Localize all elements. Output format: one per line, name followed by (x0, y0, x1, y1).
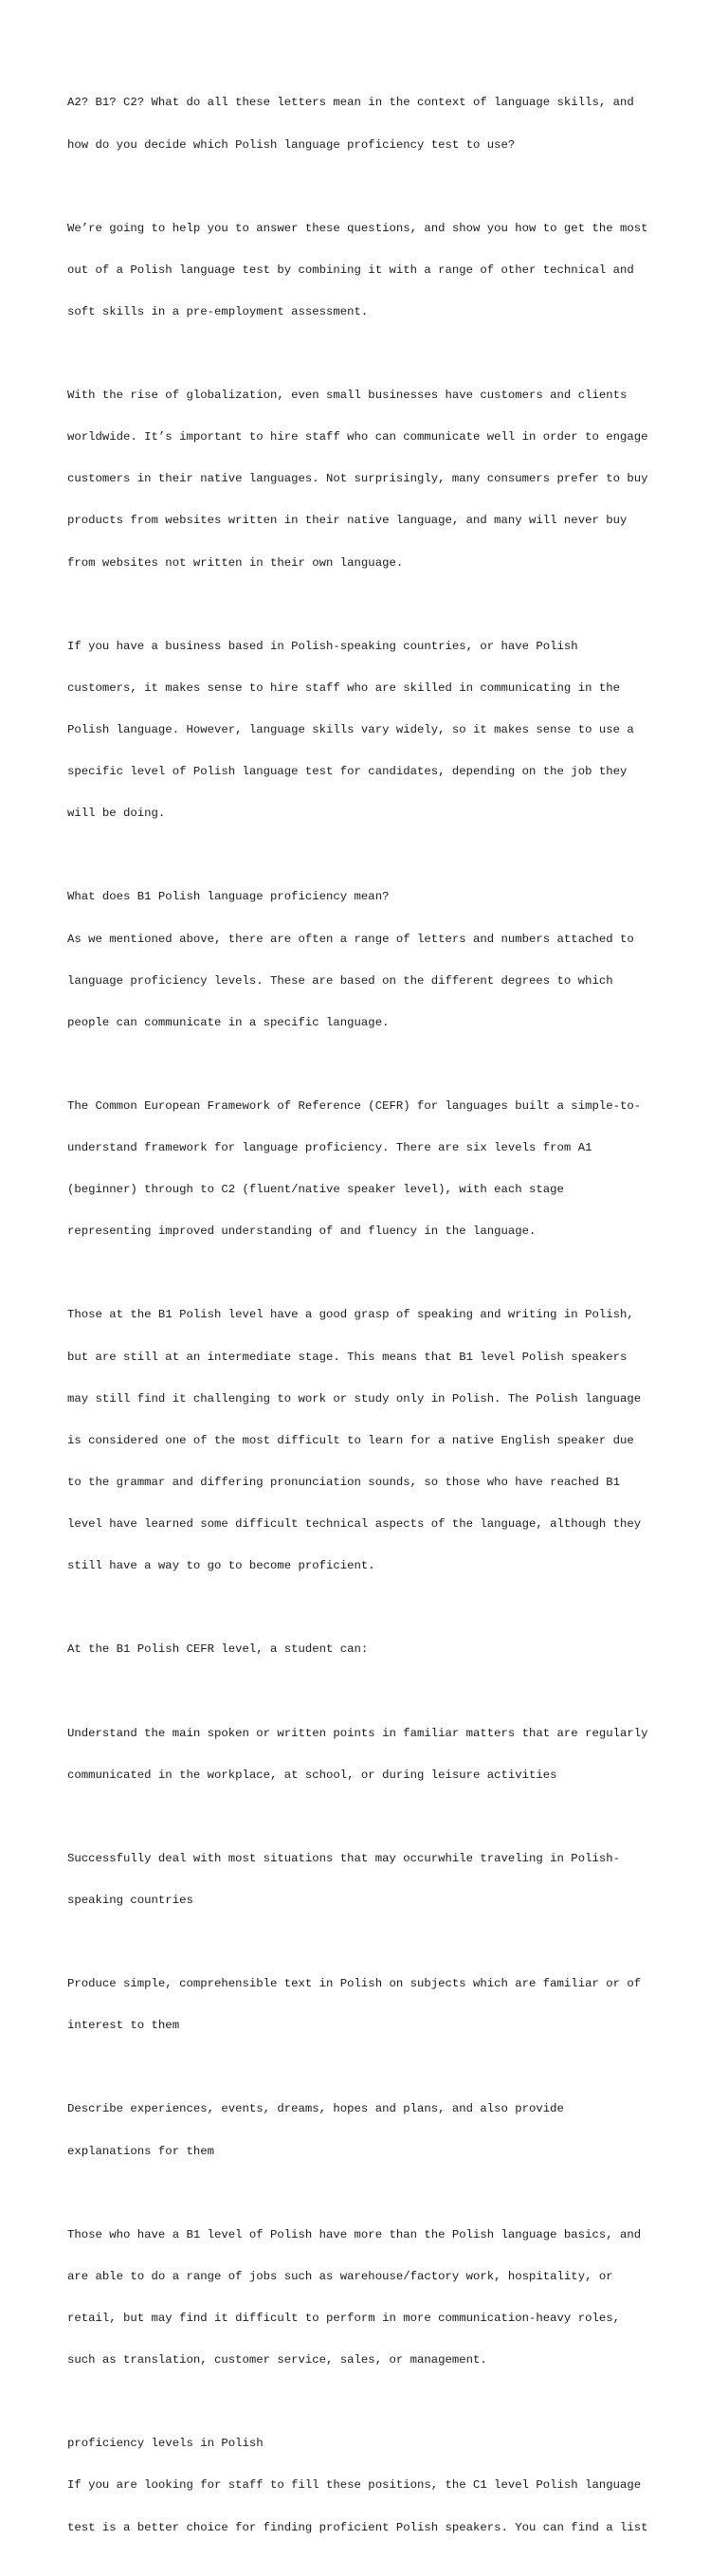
text-line: to the grammar and differing pronunciation sounds, so those who have reached B1 (67, 1475, 620, 1489)
paragraph-polish-business (67, 611, 674, 848)
text-line: Polish language. However, language skills vary widely, so it makes sense to use a (67, 723, 634, 736)
paragraph-proficiency-levels (67, 2409, 674, 2563)
paragraph-intro-question (67, 68, 674, 180)
section-heading: What does B1 Polish language proficiency mean? (67, 890, 390, 904)
text-line: If you have a business based in Polish-speaking countries, or have Polish (67, 639, 578, 653)
paragraph-b1-student-can (67, 1615, 674, 1685)
text-line: test is a better choice for finding proficient Polish speakers. You can find a list (67, 2520, 648, 2534)
text-line: may still find it challenging to work or study only in Polish. The Polish language (67, 1391, 642, 1406)
text-line: people can communicate in a specific language. (67, 1015, 390, 1029)
paragraph-b1-meaning (67, 862, 674, 1058)
text-line: As we mentioned above, there are often a range of letters and numbers attached to (67, 932, 634, 946)
text-line: (beginner) through to C2 (fluent/native speaker level), with each stage (67, 1183, 564, 1197)
paragraph-globalization (67, 361, 674, 598)
text-line: explanations for them (67, 2144, 214, 2158)
text-line: worldwide. It’s important to hire staff who can communicate well in order to engage (67, 430, 648, 444)
document-page (67, 68, 674, 2576)
paragraph-b1-jobs (67, 2200, 674, 2395)
text-line: Describe experiences, events, dreams, hopes and plans, and also provide (67, 2102, 564, 2116)
text-line: We’re going to help you to answer these questions, and show you how to get the most (67, 221, 648, 235)
text-line: representing improved understanding of and fluency in the language. (67, 1225, 537, 1239)
text-line: specific level of Polish language test for candidates, depending on the job they (67, 765, 628, 779)
text-line: out of a Polish language test by combining it with a range of other technical and (67, 263, 634, 277)
text-line: are able to do a range of jobs such as warehouse/factory work, hospitality, or (67, 2269, 613, 2283)
text-line: still have a way to go to become proficient. (67, 1559, 375, 1573)
list-item-produce-text (67, 1950, 674, 2061)
text-line: A2? B1? C2? What do all these letters mean in the context of language skills, and (67, 96, 634, 110)
text-line: from websites not written in their own language. (67, 555, 404, 570)
text-line: but are still at an intermediate stage. This means that B1 level Polish speakers (67, 1350, 628, 1364)
text-line: soft skills in a pre-employment assessment. (67, 304, 369, 318)
list-item-traveling (67, 1823, 674, 1935)
text-line: speaking countries (67, 1893, 193, 1907)
section-heading: proficiency levels in Polish (67, 2437, 264, 2451)
list-item-describe (67, 2075, 674, 2186)
text-line: communicated in the workplace, at school, or during leisure activities (67, 1768, 557, 1782)
text-line: products from websites written in their native language, and many will never buy (67, 514, 628, 528)
text-line: interest to them (67, 2019, 180, 2033)
text-line: Those at the B1 Polish level have a good grasp of speaking and writing in Polish, (67, 1308, 634, 1322)
text-line: language proficiency levels. These are based on the different degrees to which (67, 973, 613, 988)
text-line: customers in their native languages. Not surprisingly, many consumers prefer to buy (67, 472, 648, 486)
text-line: Produce simple, comprehensible text in Polish on subjects which are familiar or of (67, 1977, 642, 1991)
paragraph-b1-level (67, 1280, 674, 1601)
list-item-understand (67, 1698, 674, 1810)
text-line: retail, but may find it difficult to perform in more communication-heavy roles, (67, 2312, 620, 2326)
text-line: Those who have a B1 level of Polish have more than the Polish language basics, and (67, 2227, 642, 2241)
text-line: understand framework for language proficiency. There are six levels from A1 (67, 1141, 592, 1155)
text-line: level have learned some difficult technical aspects of the language, although they (67, 1517, 642, 1532)
text-line: will be doing. (67, 807, 166, 821)
text-line: such as translation, customer service, sales, or management. (67, 2353, 487, 2367)
text-line: Understand the main spoken or written points in familiar matters that are regularly (67, 1726, 648, 1740)
text-line: The Common European Framework of Reference (CEFR) for languages built a simple-to- (67, 1098, 642, 1113)
text-line: is considered one of the most difficult to learn for a native English speaker due (67, 1433, 634, 1447)
text-line: Successfully deal with most situations that may occurwhile traveling in Polish- (67, 1851, 620, 1865)
paragraph-intro-help (67, 193, 674, 347)
text-line: customers, it makes sense to hire staff who are skilled in communicating in the (67, 680, 620, 695)
paragraph-cefr (67, 1072, 674, 1267)
text-line: At the B1 Polish CEFR level, a student can: (67, 1642, 369, 1657)
text-line: If you are looking for staff to fill these positions, the C1 level Polish language (67, 2478, 642, 2493)
text-line: With the rise of globalization, even small businesses have customers and clients (67, 389, 628, 403)
text-line: how do you decide which Polish language proficiency test to use? (67, 137, 516, 152)
